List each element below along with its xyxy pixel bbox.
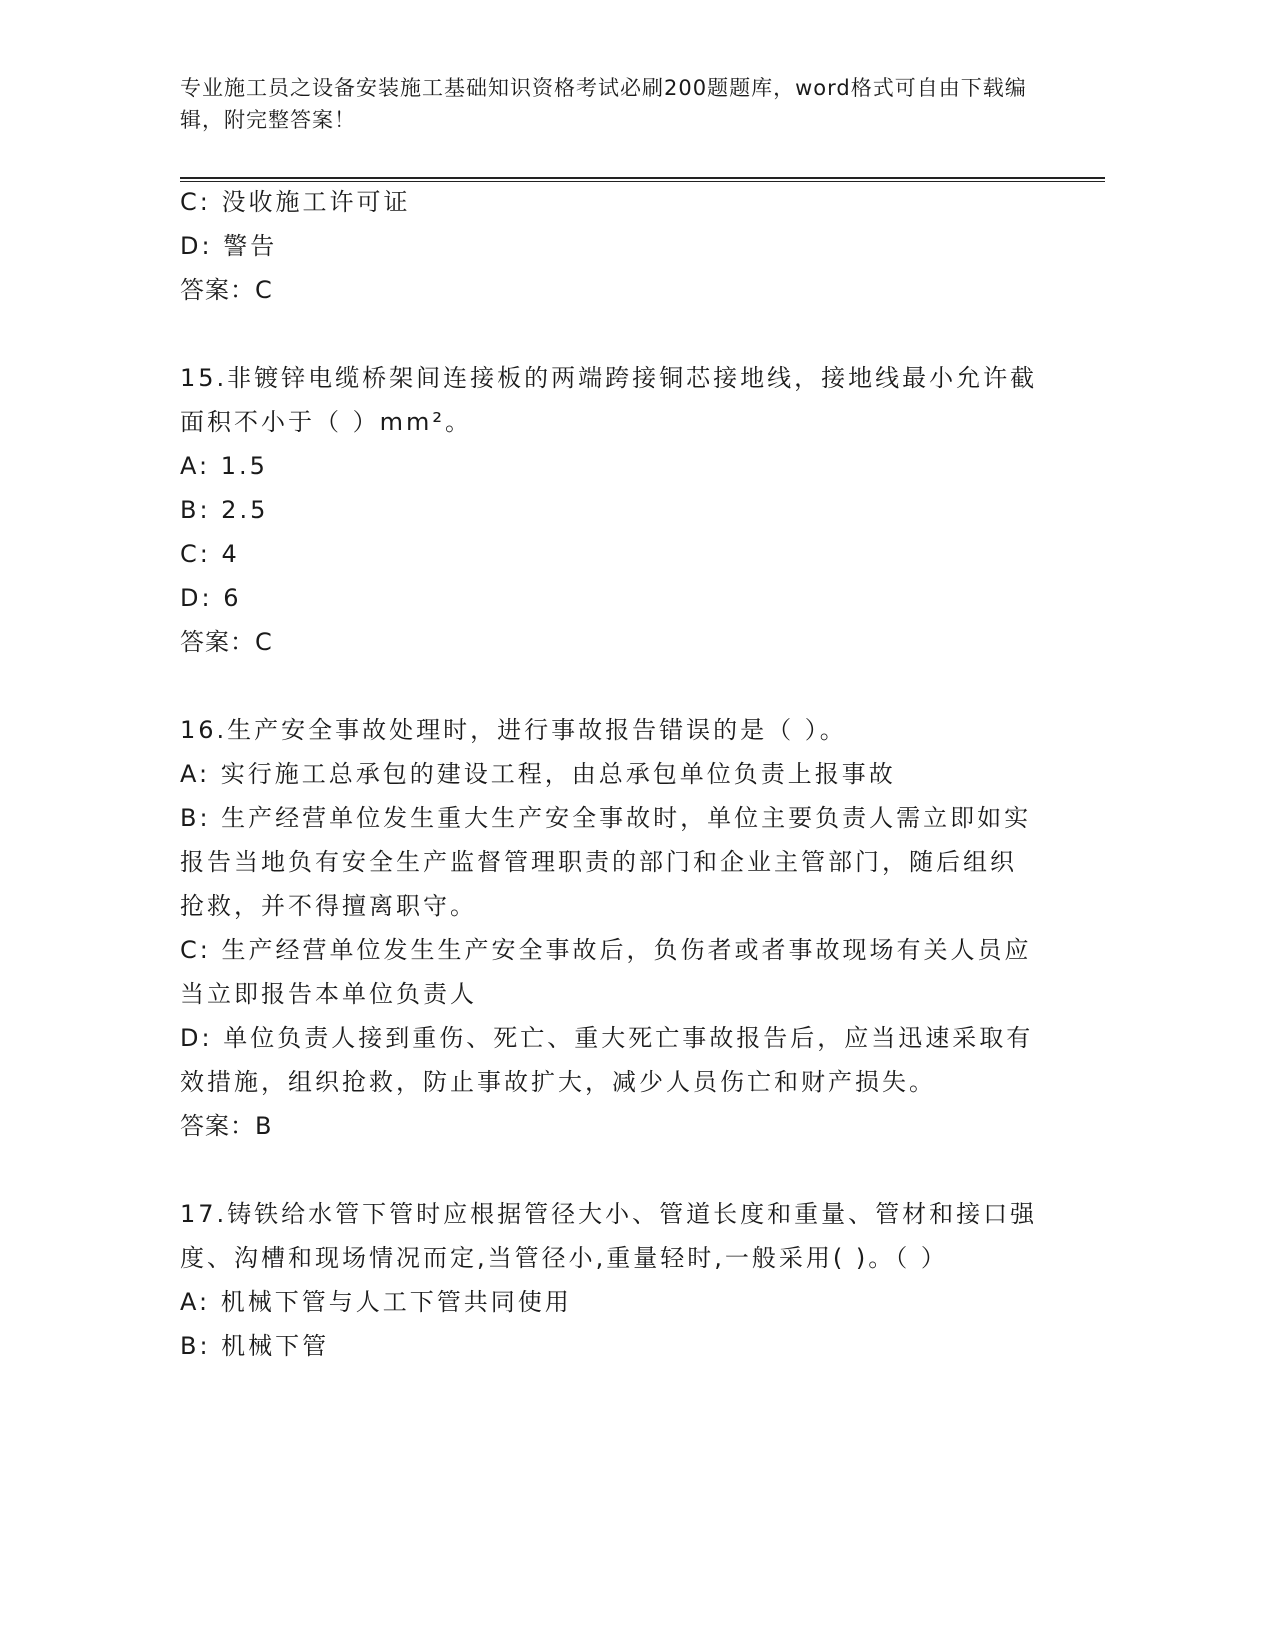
question-stem: 15.非镀锌电缆桥架间连接板的两端跨接铜芯接地线，接地线最小允许截面积不小于（ ）mm²。 — [180, 364, 1038, 436]
answer-line: 答案：C — [180, 276, 273, 304]
option-b: B: 2.5 — [180, 496, 269, 524]
option-a: A: 实行施工总承包的建设工程，由总承包单位负责上报事故 — [180, 760, 896, 788]
option-b: B: 机械下管 — [180, 1332, 330, 1360]
document-header: 专业施工员之设备安装施工基础知识资格考试必刷200题题库，word格式可自由下载编辑，附完整答案！ — [180, 76, 1027, 132]
question-15 — [180, 356, 1040, 664]
question-stem: 17.铸铁给水管下管时应根据管径大小、管道长度和重量、管材和接口强度、沟槽和现场情况而定,当管径小,重量轻时,一般采用( )。（ ） — [180, 1200, 1038, 1272]
question-list — [180, 180, 1040, 1368]
spacer — [180, 1148, 1040, 1192]
answer-line: 答案：C — [180, 628, 273, 656]
option-c: C: 生产经营单位发生生产安全事故后，负伤者或者事故现场有关人员应当立即报告本单位负责人 — [180, 936, 1032, 1008]
question-17 — [180, 1192, 1040, 1368]
prev-question-tail — [180, 180, 1040, 312]
option-c: C: 4 — [180, 540, 240, 568]
header-divider — [180, 177, 1105, 179]
option-d: D: 6 — [180, 584, 242, 612]
spacer — [180, 312, 1040, 356]
option-b: B: 生产经营单位发生重大生产安全事故时，单位主要负责人需立即如实报告当地负有安全生产监督管理职责的部门和企业主管部门，随后组织抢救，并不得擅离职守。 — [180, 804, 1032, 920]
option-d: D: 单位负责人接到重伤、死亡、重大死亡事故报告后，应当迅速采取有效措施，组织抢救，防止事故扩大，减少人员伤亡和财产损失。 — [180, 1024, 1034, 1096]
question-stem: 16.生产安全事故处理时，进行事故报告错误的是（ ）。 — [180, 716, 847, 744]
option-a: A: 1.5 — [180, 452, 268, 480]
option-c: C: 没收施工许可证 — [180, 188, 411, 216]
option-d: D: 警告 — [180, 232, 278, 260]
answer-line: 答案：B — [180, 1112, 273, 1140]
option-a: A: 机械下管与人工下管共同使用 — [180, 1288, 572, 1316]
question-16 — [180, 708, 1040, 1148]
spacer — [180, 664, 1040, 708]
